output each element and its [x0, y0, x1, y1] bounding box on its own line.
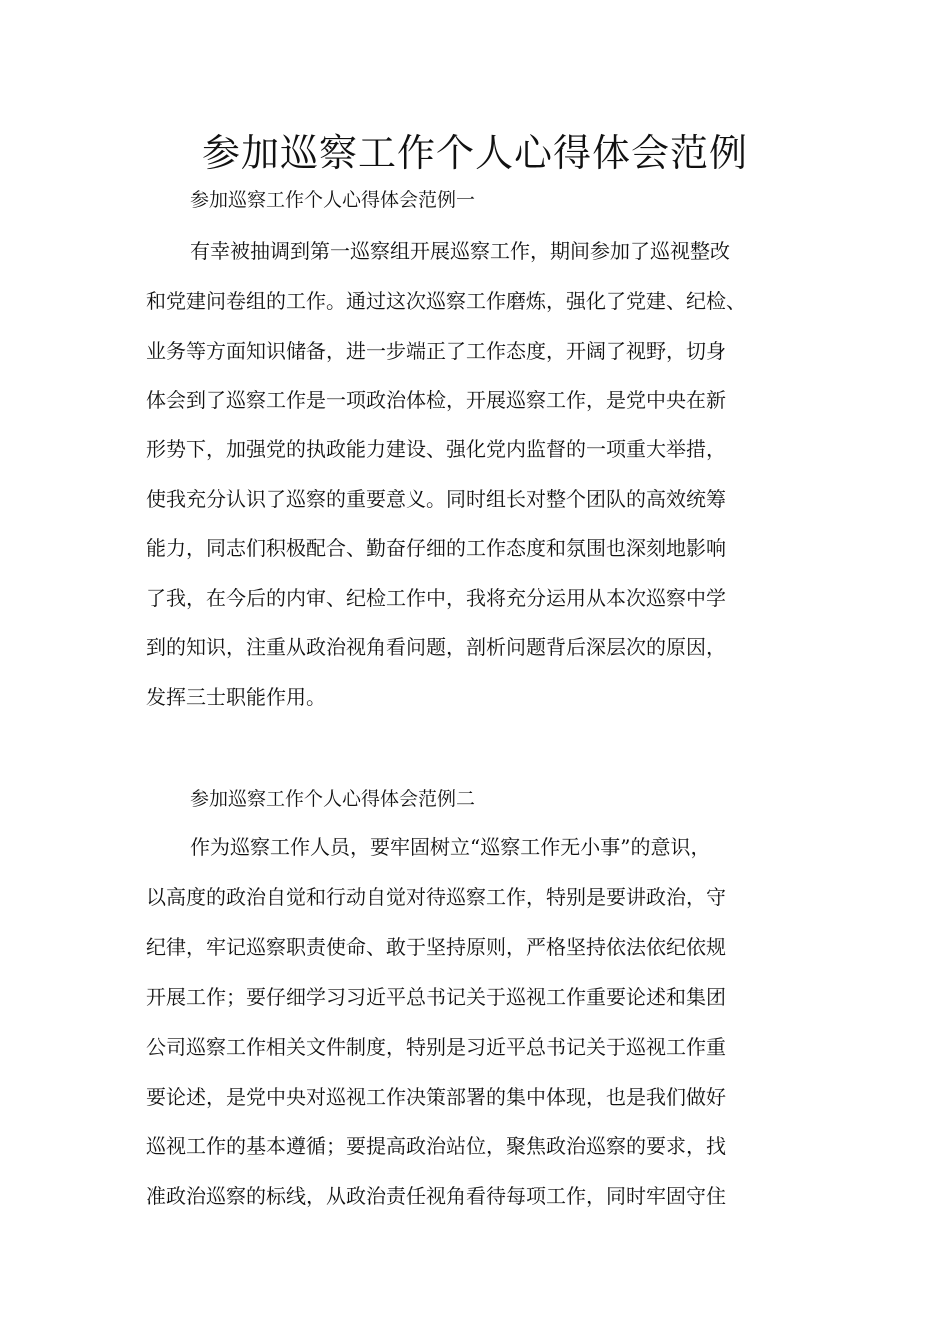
section-2-line: 作为巡察工作人员，要牢固树立“巡察工作无小事”的意识， — [190, 835, 711, 859]
section-1-line: 到的知识，注重从政治视角看问题，剖析问题背后深层次的原因， — [146, 635, 726, 659]
section-2-line: 巡视工作的基本遵循；要提高政治站位，聚焦政治巡察的要求，找 — [146, 1134, 726, 1158]
section-2-line: 公司巡察工作相关文件制度，特别是习近平总书记关于巡视工作重 — [146, 1035, 726, 1059]
section-1-line: 了我，在今后的内审、纪检工作中，我将充分运用从本次巡察中学 — [146, 586, 726, 610]
section-2-line: 开展工作；要仔细学习习近平总书记关于巡视工作重要论述和集团 — [146, 985, 726, 1009]
section-1-line: 能力，同志们积极配合、勤奋仔细的工作态度和氛围也深刻地影响 — [146, 536, 726, 560]
section-1-heading: 参加巡察工作个人心得体会范例一 — [190, 189, 476, 211]
section-1-line: 和党建问卷组的工作。通过这次巡察工作磨炼，强化了党建、纪检、 — [146, 289, 746, 313]
section-2-line: 以高度的政治自觉和行动自觉对待巡察工作，特别是要讲政治，守 — [146, 885, 726, 909]
section-2-line: 纪律，牢记巡察职责使命、敢于坚持原则，严格坚持依法依纪依规 — [146, 935, 726, 959]
section-1-line: 形势下，加强党的执政能力建设、强化党内监督的一项重大举措， — [146, 437, 726, 461]
section-1-line: 体会到了巡察工作是一项政治体检，开展巡察工作，是党中央在新 — [146, 388, 726, 412]
section-2-line: 准政治巡察的标线，从政治责任视角看待每项工作，同时牢固守住 — [146, 1184, 726, 1208]
section-1-line: 发挥三士职能作用。 — [146, 685, 326, 709]
document-title: 参加巡察工作个人心得体会范例 — [201, 131, 748, 175]
section-1-line: 有幸被抽调到第一巡察组开展巡察工作，期间参加了巡视整改 — [190, 239, 730, 263]
section-2-heading: 参加巡察工作个人心得体会范例二 — [190, 788, 476, 810]
section-1-line: 使我充分认识了巡察的重要意义。同时组长对整个团队的高效统筹 — [146, 487, 726, 511]
section-2-line: 要论述，是党中央对巡视工作决策部署的集中体现，也是我们做好 — [146, 1085, 726, 1109]
section-1-line: 业务等方面知识储备，进一步端正了工作态度，开阔了视野，切身 — [146, 339, 726, 363]
